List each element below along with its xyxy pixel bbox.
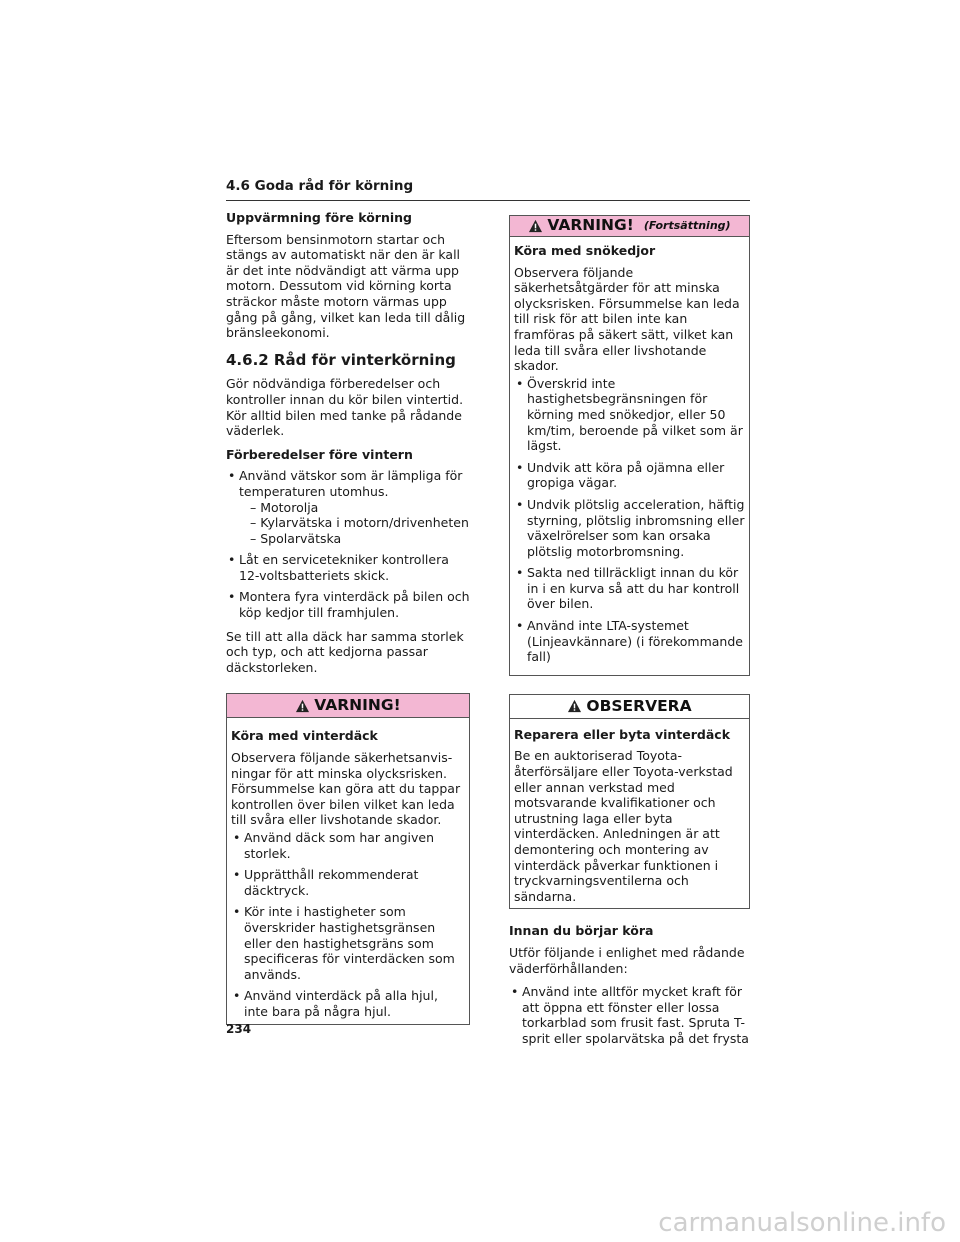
list-item: • Överskrid inte hastighetsbegränsningen för körning med snökedjor, eller 50 km/tim, beroende på vilket som är lägst.: [514, 376, 745, 454]
list-item: • Undvik att köra på ojämna eller gropiga vägar.: [514, 460, 745, 491]
notice-box-body: [510, 719, 749, 909]
list-item: • Använd vinterdäck på alla hjul, inte bara på några hjul.: [231, 988, 465, 1019]
warning-box-winter-tires: [226, 693, 470, 1024]
notice-box-winter-tires: [509, 694, 750, 910]
warning-paragraph: Observera följande säkerhetsanvis-ningar för att minska olycksrisken. Försummelse kan göra att du tappar kontrollen över bilen vilket kan leda till svåra eller livshotande skador.: [231, 750, 461, 828]
left-column: [226, 210, 470, 1037]
heading-before-driving: Innan du börjar köra: [509, 923, 654, 939]
list-item: • Använd inte alltför mycket kraft för att öppna ett fönster eller lossa torkarblad som frusit fast. Spruta T-sprit eller spolarvätska på det frysta: [509, 984, 750, 1046]
page-number: 234: [226, 1022, 252, 1036]
paragraph-warmup: Eftersom bensinmotorn startar och stängs av automatiskt när den är kall är det inte nödvändigt att värma upp motorn. Dessutom vid körning korta sträckor måste motorn värmas upp gång på gång, vilket kan leda till dålig bränsleekonomi.: [226, 231, 466, 341]
heading-warmup: Uppvärmning före körning: [226, 210, 412, 225]
section-header: 4.6 Goda råd för körning: [226, 178, 750, 201]
paragraph-before-driving: Utför följande i enlighet med rådande väderförhållanden:: [509, 944, 745, 976]
notice-box-header: [510, 695, 749, 719]
warning-title: VARNING!: [547, 216, 634, 235]
list-item: • Låt en servicetekniker kontrollera 12-voltsbatteriets skick.: [226, 552, 470, 583]
heading-winter-driving: 4.6.2 Råd för vinterkörning: [226, 350, 456, 369]
list-item: • Undvik plötslig acceleration, häftig styrning, plötslig inbromsning eller växelrörelser som kan orsaka plötslig motorbromsning.: [514, 497, 745, 559]
warning-triangle-icon: [295, 699, 310, 713]
list-item: • Använd inte LTA-systemet (Linjeavkännare) (i förekommande fall): [514, 618, 745, 665]
bullet-text: Använd vätskor som är lämpliga för temperaturen utomhus.: [239, 468, 463, 499]
warning-subheading: Köra med snökedjor: [514, 243, 656, 258]
continuation-label: (Fortsättning): [643, 219, 731, 233]
warning-box-body: [510, 237, 749, 675]
paragraph-tire-size: Se till att alla däck har samma storlek och typ, och att kedjorna passar däckstorleken.: [226, 628, 464, 675]
warning-paragraph: Observera följande säkerhetsåtgärder för att minska olycksrisken. Försummelse kan leda till risk för att bilen inte kan framföras på säkert sätt, vilket kan leda till svåra eller livshotande skador.: [514, 264, 740, 374]
notice-title: OBSERVERA: [586, 696, 692, 715]
warning-list: [514, 376, 745, 665]
list-item: • Upprätthåll rekommenderat däcktryck.: [231, 867, 465, 898]
warning-box-header: [510, 216, 749, 237]
heading-preparations: Förberedelser före vintern: [226, 446, 413, 462]
warning-box-snow-chains: [509, 215, 750, 676]
before-driving-list: [509, 984, 750, 1046]
list-item: – Kylarvätska i motorn/drivenheten: [250, 515, 469, 531]
warning-subheading: Köra med vinterdäck: [231, 728, 378, 744]
warning-box-body: [227, 718, 469, 1023]
fluids-list: [239, 500, 470, 547]
list-item: – Spolarvätska: [250, 530, 342, 546]
warning-box-header: [227, 694, 469, 718]
warning-title: VARNING!: [314, 696, 401, 715]
warning-list: [231, 830, 465, 1020]
right-column: [509, 215, 750, 1055]
preparations-list: [226, 468, 470, 620]
paragraph-winter-intro: Gör nödvändiga förberedelser och kontroller innan du kör bilen vintertid. Kör alltid bilen med tanke på rådande väderlek.: [226, 376, 464, 439]
notice-subheading: Reparera eller byta vinterdäck: [514, 726, 731, 742]
watermark: carmanualsonline.info: [658, 1208, 946, 1238]
list-item: • Montera fyra vinterdäck på bilen och köp kedjor till framhjulen.: [226, 589, 470, 620]
warning-triangle-icon: [567, 699, 582, 713]
list-item: • Sakta ned tillräckligt innan du kör in i en kurva så att du har kontroll över bilen.: [514, 565, 745, 612]
list-item: • Använd däck som har angiven storlek.: [231, 830, 465, 861]
list-item: • Kör inte i hastigheter som överskrider hastighetsgränsen eller den hastighetsgräns som specificeras för vinterdäcken som används.: [231, 904, 465, 982]
notice-paragraph: Be en auktoriserad Toyota-återförsäljare eller Toyota-verkstad eller annan verkstad med motsvarande kvalifikationer och utrustning laga eller byta vinterdäcken. Anledningen är att demontering och montering av vinterdäck påverkar funktionen i tryckvarningsventilerna och sändarna.: [514, 748, 733, 904]
warning-triangle-icon: [528, 219, 543, 233]
list-item: – Motorolja: [250, 499, 319, 515]
list-item: [226, 468, 470, 546]
